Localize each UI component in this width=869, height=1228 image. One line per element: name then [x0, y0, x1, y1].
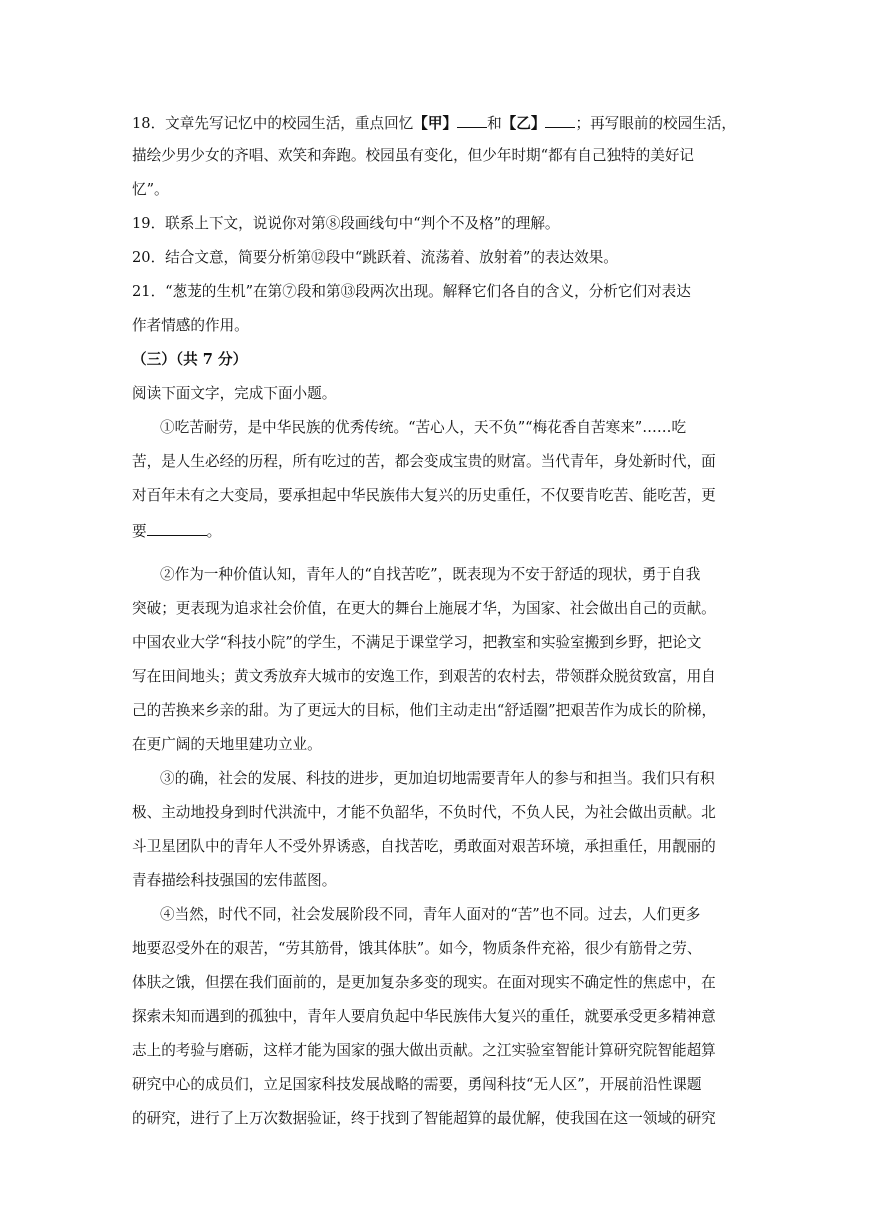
text-span: ；再写眼前的校园生活，: [575, 115, 737, 132]
question-21-line-2: 作者情感的作用。: [132, 317, 249, 334]
paragraph-2-line-1: ②作为一种价值认知，青年人的“自找苦吃”，既表现为不安于舒适的现状，勇于自我: [160, 566, 701, 583]
question-18-line-1: [132, 112, 736, 132]
answer-blank: [457, 112, 487, 128]
question-21-line-1: 21．“葱茏的生机”在第⑦段和第⑬段两次出现。解释它们各自的含义，分析它们对表达: [132, 283, 691, 300]
paragraph-4-line-5: 志上的考验与磨砺，这样才能为国家的强大做出贡献。之江实验室智能计算研究院智能超算: [132, 1042, 716, 1059]
paragraph-3-line-1: ③的确，社会的发展、科技的进步，更加迫切地需要青年人的参与和担当。我们只有积: [160, 770, 715, 787]
answer-blank: [545, 112, 575, 128]
question-18-line-3: 忆”。: [132, 181, 169, 198]
question-18-line-2: 描绘少男少女的齐唱、欢笑和奔跑。校园虽有变化，但少年时期“都有自己独特的美好记: [132, 147, 695, 164]
paragraph-3-line-3: 斗卫星团队中的青年人不受外界诱惑，自找苦吃，勇敢面对艰苦环境，承担重任，用靓丽的: [132, 838, 716, 855]
reading-instruction: 阅读下面文字，完成下面小题。: [132, 385, 337, 402]
paragraph-3-line-4: 青春描绘科技强国的宏伟蓝图。: [132, 872, 337, 889]
blank-label-jia: 【甲】: [413, 115, 458, 132]
section-heading: （三）（共 7 分）: [132, 351, 248, 368]
text-span: 要: [132, 523, 147, 540]
text-span: 和: [487, 115, 502, 132]
paragraph-4-line-1: ④当然，时代不同，社会发展阶段不同，青年人面对的“苦”也不同。过去，人们更多: [160, 906, 701, 923]
question-20: 20．结合文意，简要分析第⑫段中“跳跃着、流荡着、放射着”的表达效果。: [132, 249, 618, 266]
paragraph-3-line-2: 极、主动地投身到时代洪流中，才能不负韶华，不负时代，不负人民，为社会做出贡献。北: [132, 804, 716, 821]
blank-label-yi: 【乙】: [501, 115, 546, 132]
paragraph-4-line-6: 研究中心的成员们，立足国家科技发展战略的需要，勇闯科技“无人区”，开展前沿性课题: [132, 1076, 702, 1093]
paragraph-2-line-2: 突破；更表现为追求社会价值，在更大的舞台上施展才华，为国家、社会做出自己的贡献。: [132, 600, 716, 617]
paragraph-1-line-1: ①吃苦耐劳，是中华民族的优秀传统。“苦心人，天不负”“梅花香自苦寒来”……吃: [160, 419, 687, 436]
paragraph-4-line-3: 体肤之饿，但摆在我们面前的，是更加复杂多变的现实。在面对现实不确定性的焦虑中，在: [132, 974, 716, 991]
text-span: 。: [206, 523, 222, 540]
paragraph-1-line-2: 苦，是人生必经的历程，所有吃过的苦，都会变成宝贵的财富。当代青年，身处新时代，面: [132, 453, 716, 470]
paragraph-1-line-4: [132, 520, 221, 540]
paragraph-1-line-3: 对百年未有之大变局，要承担起中华民族伟大复兴的历史重任，不仅要肯吃苦、能吃苦，更: [132, 487, 716, 504]
answer-blank: [147, 520, 207, 536]
paragraph-4-line-2: 地要忍受外在的艰苦，“劳其筋骨，饿其体肤”。如今，物质条件充裕，很少有筋骨之劳、: [132, 940, 702, 957]
question-19: 19．联系上下文，说说你对第⑧段画线句中“判个不及格”的理解。: [132, 215, 560, 232]
paragraph-2-line-5: 己的苦换来乡亲的甜。为了更远大的目标，他们主动走出“舒适圈”把艰苦作为成长的阶梯，: [132, 702, 717, 719]
paragraph-2-line-4: 写在田间地头；黄文秀放弃大城市的安逸工作，到艰苦的农村去，带领群众脱贫致富，用自: [132, 668, 716, 685]
paragraph-2-line-6: 在更广阔的天地里建功立业。: [132, 736, 322, 753]
paragraph-4-line-4: 探索未知而遇到的孤独中，青年人要肩负起中华民族伟大复兴的重任，就要承受更多精神意: [132, 1008, 716, 1025]
paragraph-4-line-7: 的研究，进行了上万次数据验证，终于找到了智能超算的最优解，使我国在这一领域的研究: [132, 1110, 716, 1127]
text-span: 18．文章先写记忆中的校园生活，重点回忆: [132, 115, 414, 132]
paragraph-2-line-3: 中国农业大学“科技小院”的学生，不满足于课堂学习，把教室和实验室搬到乡野，把论文: [132, 634, 702, 651]
